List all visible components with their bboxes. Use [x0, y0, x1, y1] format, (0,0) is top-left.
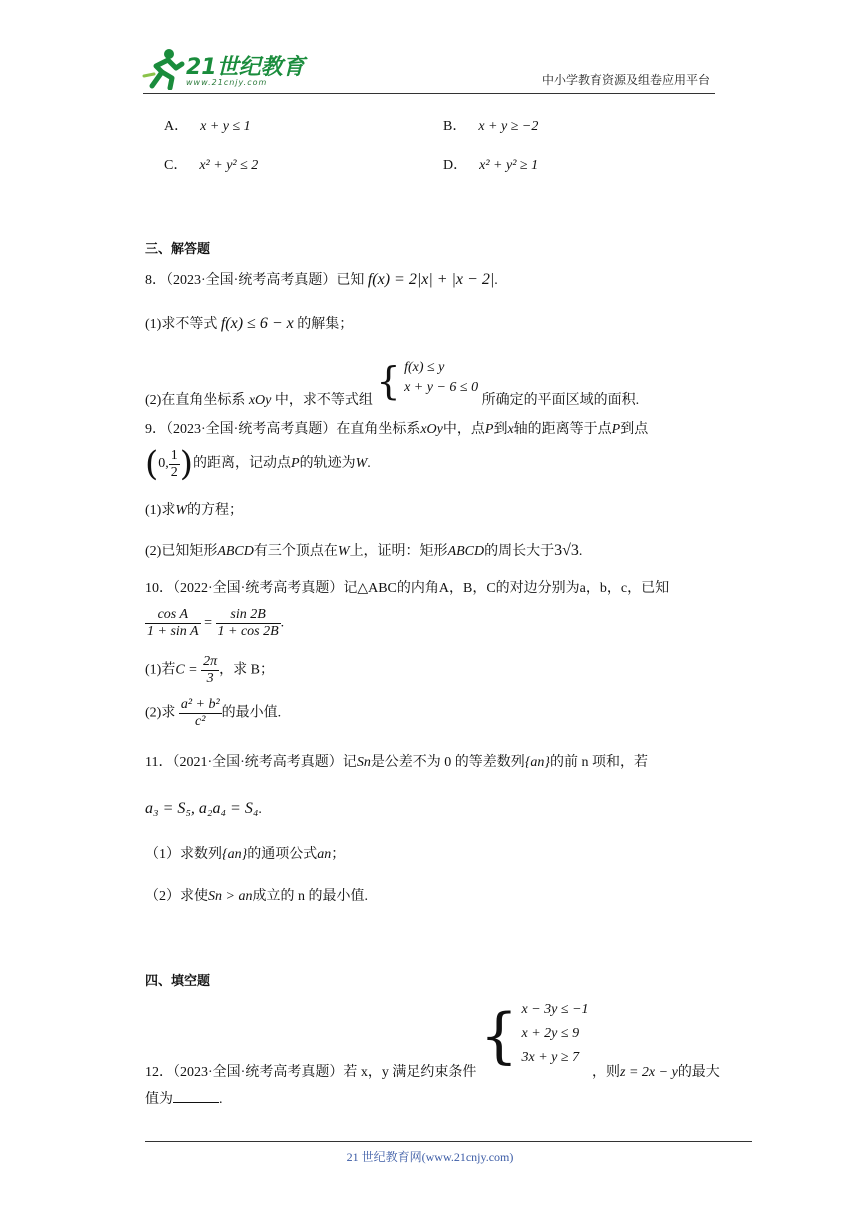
- logo-text: 21世纪教育: [186, 55, 305, 80]
- q11-part1: （1）求数列{an}的通项公式an；: [145, 847, 346, 862]
- q10-part2: (2)求 $\frac{\text{a² + b²}}{\text{c²}}$ 的最小值.: [145, 697, 282, 729]
- section-title-4: 四、填空题: [145, 973, 211, 988]
- q8-part2: (2)在直角坐标系 xOy 中，求不等式组 { f(x) ≤ y x + y − 6 ≤ 0 所确定的平面区域的面积.: [145, 359, 640, 408]
- option-d: D． x² + y² ≥ 1: [443, 158, 539, 173]
- option-c: C． x² + y² ≤ 2: [164, 158, 259, 173]
- q8-part1: (1)求不等式 f(x) ≤ 6 − x 的解集；: [145, 315, 354, 332]
- option-b: B． x + y ≥ −2: [443, 119, 539, 134]
- platform-name: 中小学教育资源及组卷应用平台: [541, 73, 710, 87]
- q11-line1: 11．（2021·全国·统考高考真题）记Sn是公差不为 0 的等差数列{an}的前 n 项和，若: [145, 755, 649, 770]
- q10-part1: (1)若C = $\frac{2\pi}{3}$ ，求 B；: [145, 654, 274, 686]
- q9-line1: 9．（2023·全国·统考高考真题）在直角坐标系xOy中，点P到x轴的距离等于点P到点: [145, 422, 649, 437]
- option-a: A． x + y ≤ 1: [164, 119, 251, 134]
- system-brace: {: [376, 359, 401, 403]
- answer-blank[interactable]: [173, 1090, 219, 1103]
- footer-rule: [145, 1141, 752, 1142]
- q10-equation: $\frac{\text{cos A}}{\text{1 + sin A}}$ = $\frac{\sin 2B}{1 + \cos 2B}$ .: [147, 607, 285, 639]
- q11-condition: a₃ = S₅, a₂a₄ = S₄.: [145, 800, 262, 817]
- header-logo: [142, 46, 312, 92]
- runner-logo-icon: [142, 46, 186, 90]
- q9-line2: (0, $\frac{1}{2}$ )的距离，记动点P的轨迹为W.: [145, 444, 371, 484]
- q9-part1: (1)求W的方程；: [145, 503, 243, 518]
- q10-line1: 10．（2022·全国·统考高考真题）记△ABC的内角A，B，C的对边分别为a，b，c，已知: [145, 581, 670, 596]
- q12-line2: 值为 .: [145, 1092, 223, 1107]
- header-rule: [143, 93, 715, 94]
- q9-part2: (2)已知矩形ABCD有三个顶点在W上，证明：矩形ABCD的周长大于3√3.: [145, 542, 583, 559]
- logo-url: www.21cnjy.com: [186, 78, 268, 87]
- section-title-3: 三、解答题: [145, 241, 211, 256]
- footer-text: 21 世纪教育网(www.21cnjy.com): [346, 1150, 514, 1164]
- q11-part2: （2）求使Sn > an成立的 n 的最小值.: [145, 889, 368, 904]
- q8-stem: 8．（2023·全国·统考高考真题）已知 f(x) = 2|x| + |x − 2|.: [145, 271, 498, 288]
- constraint-brace: {: [479, 1001, 519, 1071]
- q12-line1: 12．（2023·全国·统考高考真题）若 x，y 满足约束条件 { x − 3y ≤ −1 x + 2y ≤ 9 3x + y ≥ 7 ，则z = 2x − y的最大: [145, 1001, 720, 1080]
